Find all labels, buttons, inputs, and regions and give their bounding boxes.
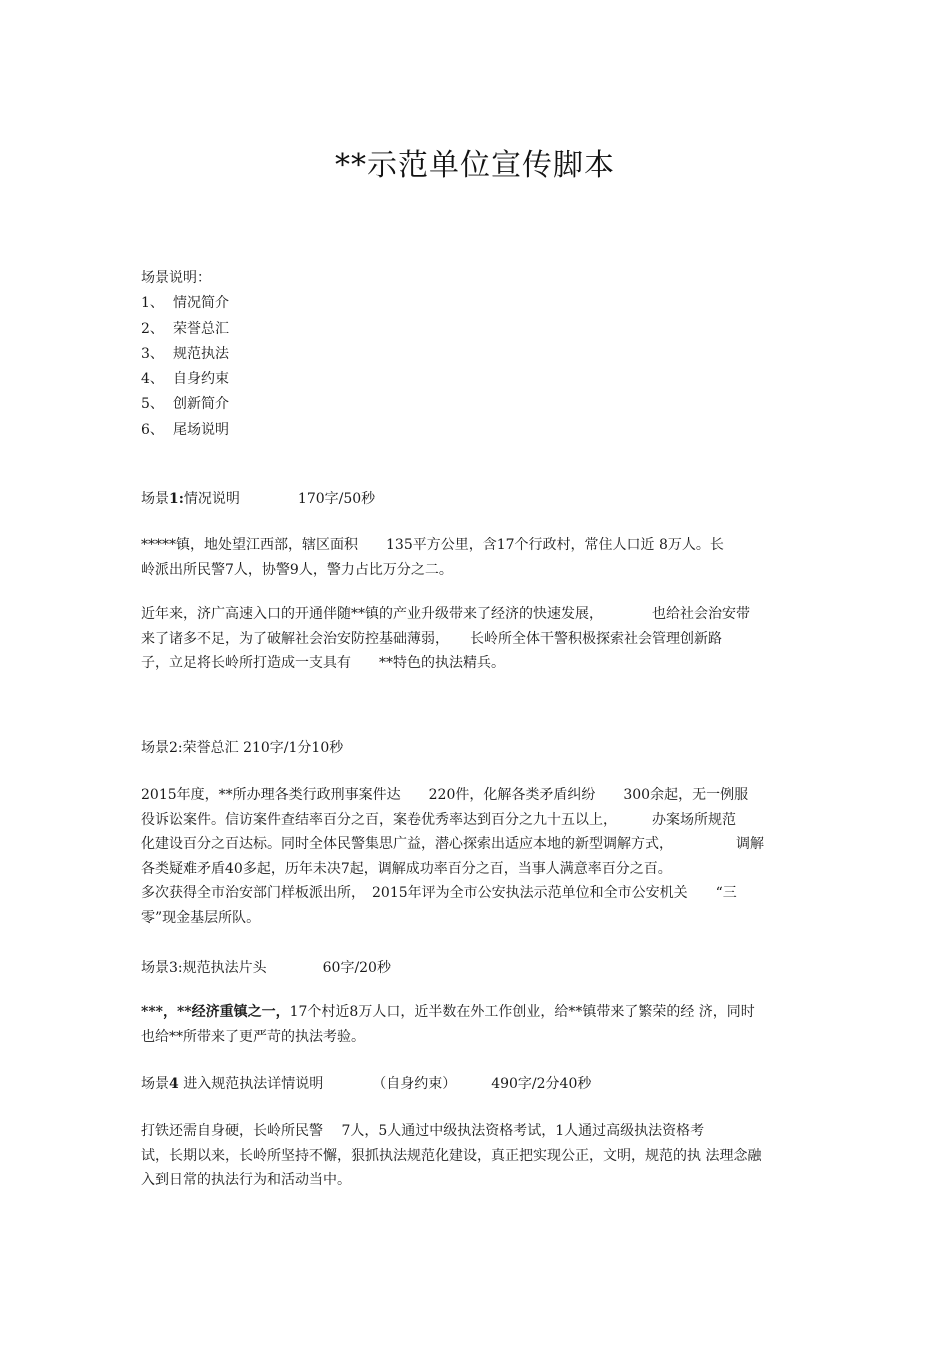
scene2-paragraph: 2015年度，**所办理各类行政刑事案件达 220件，化解各类矛盾纠纷 300余起，无一例服 役诉讼案件。信访案件查结率百分之百，案卷优秀率达到百分之九十五以上， 办案场所规范 化建设百分之百达标。同时全体民警集思广益，潜心探索出适应本地的新型调解方式， 调解 各类疑难矛盾40多起，历年未决7起，调解成功率百分之百，当事人满意率百分之百。 多次获得全市治安部门样板派出所， 2015年评为全市公安执法示范单位和全市公安机关 “三 零”现金基层所队。: [141, 787, 764, 926]
scene-list-item: 5、 创新简介: [141, 396, 229, 413]
scene-list: [141, 266, 229, 443]
scene-list-item: 4、 自身约束: [141, 371, 229, 388]
scene4-heading: 场景4 进入规范执法详情说明 （自身约束） 490字/2分40秒: [141, 1076, 592, 1092]
scene2-heading: 场景2:荣誉总汇 210字/1分10秒: [141, 740, 344, 756]
scene-list-item: 2、 荣誉总汇: [141, 320, 229, 337]
scene1-paragraph-2: 近年来，济广高速入口的开通伴随**镇的产业升级带来了经济的快速发展， 也给社会治安带 来了诸多不足，为了破解社会治安防控基础薄弱， 长岭所全体干警积极探索社会管理创新路 子，立足将长岭所打造成一支具有 **特色的执法精兵。: [141, 606, 750, 671]
scene1-heading: 场景1:情况说明 170字/50秒: [141, 491, 376, 507]
document-title: **示范单位宣传脚本: [335, 148, 615, 183]
scene4-paragraph: 打铁还需自身硬，长岭所民警 7人，5人通过中级执法资格考试，1人通过高级执法资格考 试，长期以来，长岭所坚持不懈，狠抓执法规范化建设，真正把实现公正，文明，规范的执 法理念融 入到日常的执法行为和活动当中。: [141, 1123, 762, 1188]
scene3-paragraph: ***，**经济重镇之一，17个村近8万人口，近半数在外工作创业，给**镇带来了繁荣的经 济，同时 也给**所带来了更严苛的执法考验。: [141, 1004, 755, 1045]
scene-list-item: 1、 情况简介: [141, 295, 229, 312]
scene-list-item: 6、 尾场说明: [141, 421, 229, 438]
scene-list-heading: 场景说明：: [141, 270, 211, 286]
scene1-paragraph-1: *****镇，地处望江西部，辖区面积 135平方公里，含17个行政村，常住人口近 8万人。长 岭派出所民警7人，协警9人，警力占比万分之二。: [141, 537, 724, 578]
scene3-heading: 场景3:规范执法片头 60字/20秒: [141, 960, 391, 976]
scene-list-item: 3、 规范执法: [141, 345, 229, 362]
